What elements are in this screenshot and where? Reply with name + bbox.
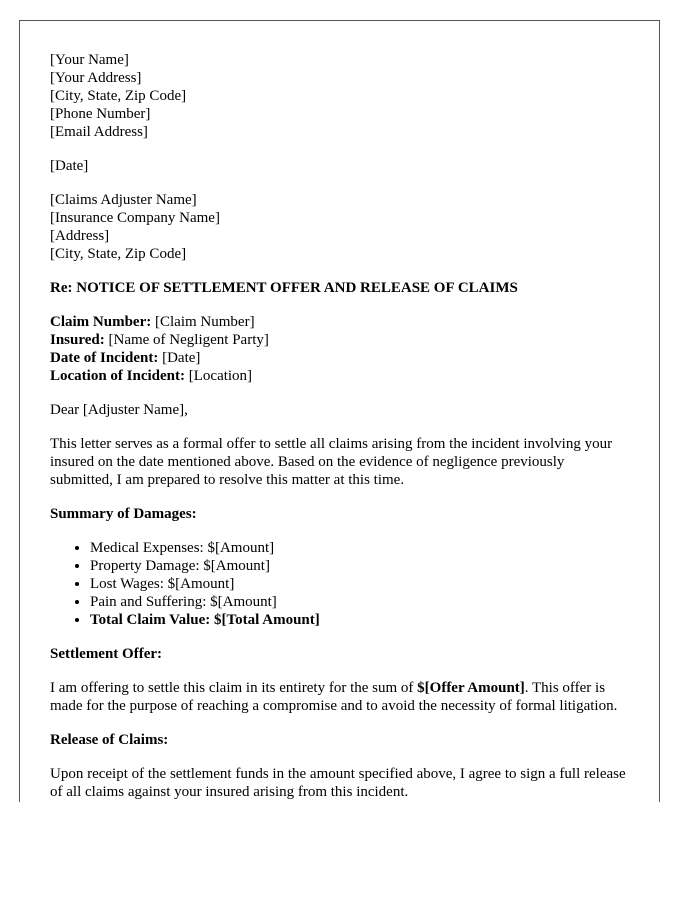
insured-value: [Name of Negligent Party] (104, 332, 269, 348)
incident-date-label: Date of Incident: (50, 350, 159, 366)
recipient-adjuster: [Claims Adjuster Name] (50, 192, 197, 208)
offer-text-before: I am offering to settle this claim in its entirety for the sum of (50, 680, 418, 696)
damages-total: • Total Claim Value: $[Total Amount] (90, 611, 630, 629)
letter-page (19, 20, 660, 802)
recipient-address: [Address] (50, 228, 110, 244)
release-heading: Release of Claims: (50, 732, 169, 748)
recipient-city-state-zip: [City, State, Zip Code] (50, 246, 187, 262)
intro-paragraph: This letter serves as a formal offer to settle all claims arising from the incident involving your insured on the date mentioned above. Based on the evidence of negligence previously submitted, I am prepared to resolve this matter at this time. (50, 436, 613, 488)
list-item: • Medical Expenses: $[Amount] (90, 539, 630, 557)
subject-line: Re: NOTICE OF SETTLEMENT OFFER AND RELEASE OF CLAIMS (50, 280, 518, 296)
claim-details (50, 313, 630, 385)
insured-row (50, 331, 630, 349)
offer-amount: $[Offer Amount] (417, 680, 525, 696)
letter-date (50, 157, 630, 175)
incident-location-value: [Location] (185, 368, 253, 384)
incident-date-row (50, 349, 630, 367)
sender-address: [Your Address] (50, 70, 142, 86)
sender-email: [Email Address] (50, 124, 148, 140)
recipient-block (50, 191, 630, 263)
list-item: • Property Damage: $[Amount] (90, 557, 630, 575)
damages-list (50, 539, 630, 629)
list-item: • Lost Wages: $[Amount] (90, 575, 630, 593)
damages-heading: Summary of Damages: (50, 506, 197, 522)
date-text: [Date] (50, 158, 89, 174)
offer-paragraph (50, 679, 630, 715)
sender-city-state-zip: [City, State, Zip Code] (50, 88, 187, 104)
list-item: • Pain and Suffering: $[Amount] (90, 593, 630, 611)
offer-text-after: . This offer is made for the purpose of reaching a compromise and to avoid the necessity of formal litigation. (50, 680, 618, 714)
recipient-company: [Insurance Company Name] (50, 210, 220, 226)
sender-phone: [Phone Number] (50, 106, 151, 122)
incident-location-label: Location of Incident: (50, 368, 185, 384)
salutation: Dear [Adjuster Name], (50, 402, 188, 418)
incident-location-row (50, 367, 630, 385)
sender-block (50, 51, 630, 141)
claim-number-value: [Claim Number] (151, 314, 255, 330)
claim-number-label: Claim Number: (50, 314, 152, 330)
sender-name: [Your Name] (50, 52, 129, 68)
release-paragraph: Upon receipt of the settlement funds in the amount specified above, I agree to sign a full release of all claims against your insured arising from this incident. (50, 766, 626, 800)
insured-label: Insured: (50, 332, 105, 348)
claim-number-row (50, 313, 630, 331)
incident-date-value: [Date] (158, 350, 201, 366)
offer-heading: Settlement Offer: (50, 646, 163, 662)
